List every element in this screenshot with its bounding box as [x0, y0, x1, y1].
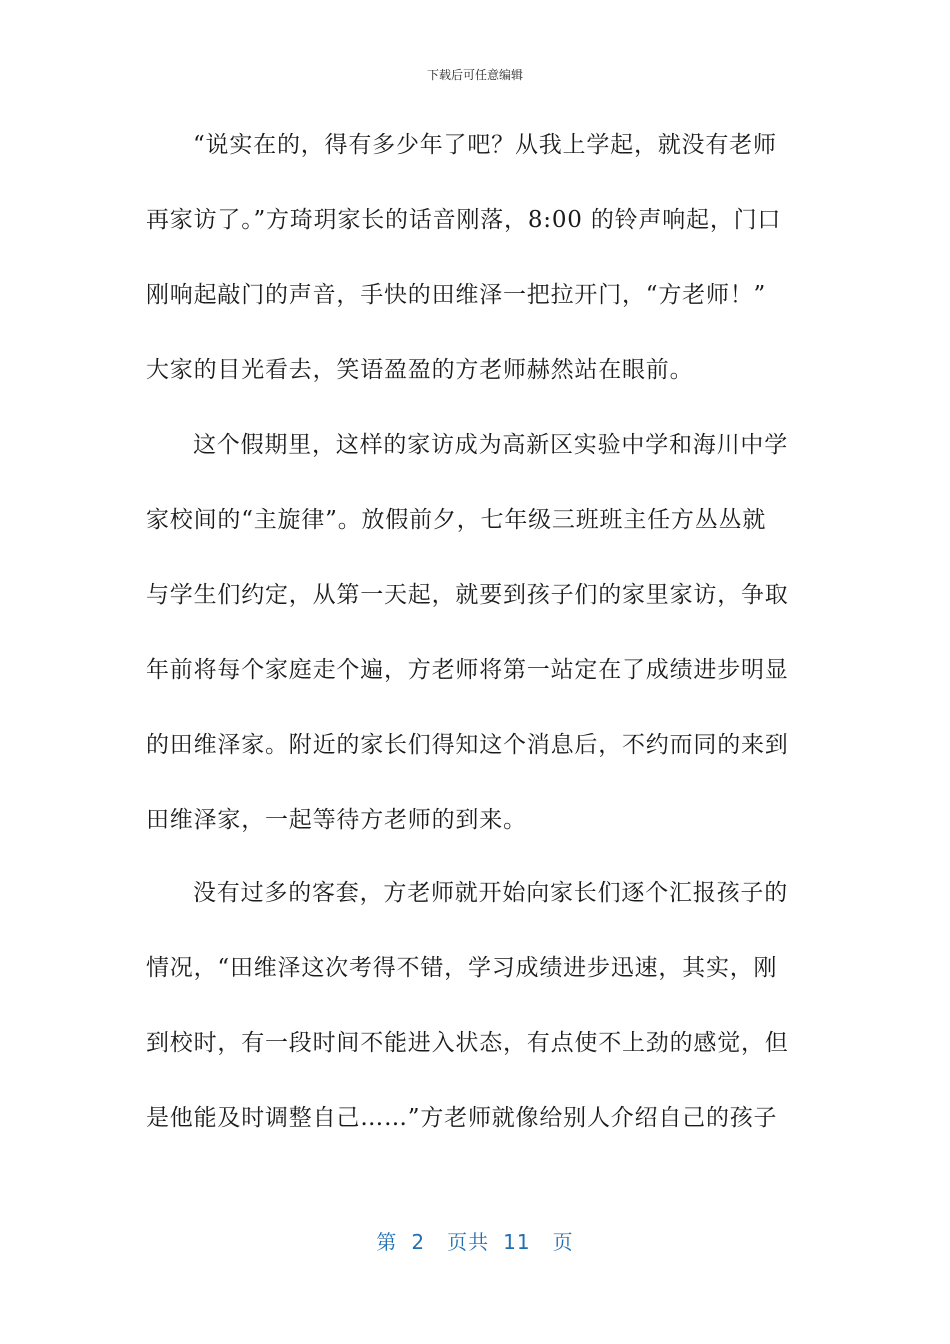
- footer-prefix: 第: [376, 1230, 398, 1254]
- footer-middle: 页共: [447, 1230, 490, 1254]
- total-pages-number: 11: [503, 1230, 531, 1254]
- text-line: 年前将每个家庭走个遍，方老师将第一站定在了成绩进步明显: [146, 657, 789, 683]
- text-line: 再家访了。”方琦玥家长的话音刚落，8:00 的铃声响起，门口: [146, 207, 782, 233]
- text-line: 家校间的“主旋律”。放假前夕，七年级三班班主任方丛丛就: [146, 507, 767, 533]
- text-line: 是他能及时调整自己……”方老师就像给别人介绍自己的孩子: [146, 1105, 778, 1131]
- text-line: 大家的目光看去，笑语盈盈的方老师赫然站在眼前。: [146, 357, 694, 383]
- text-line: “说实在的，得有多少年了吧？从我上学起，就没有老师: [193, 132, 777, 158]
- text-line: 没有过多的客套，方老师就开始向家长们逐个汇报孩子的: [193, 880, 788, 906]
- text-line: 与学生们约定，从第一天起，就要到孩子们的家里家访，争取: [146, 582, 789, 608]
- current-page-number: 2: [411, 1230, 426, 1254]
- page-header: 下载后可任意编辑: [426, 68, 523, 82]
- footer-suffix: 页: [552, 1230, 574, 1254]
- text-line: 田维泽家，一起等待方老师的到来。: [146, 807, 527, 833]
- page-footer: [0, 1226, 950, 1255]
- text-line: 到校时，有一段时间不能进入状态，有点使不上劲的感觉，但: [146, 1030, 789, 1056]
- text-line: 刚响起敲门的声音，手快的田维泽一把拉开门，“方老师！”: [146, 282, 767, 308]
- text-line: 的田维泽家。附近的家长们得知这个消息后，不约而同的来到: [146, 732, 789, 758]
- text-line: 情况，“田维泽这次考得不错，学习成绩进步迅速，其实，刚: [146, 955, 778, 981]
- text-line: 这个假期里，这样的家访成为高新区实验中学和海川中学: [193, 432, 788, 458]
